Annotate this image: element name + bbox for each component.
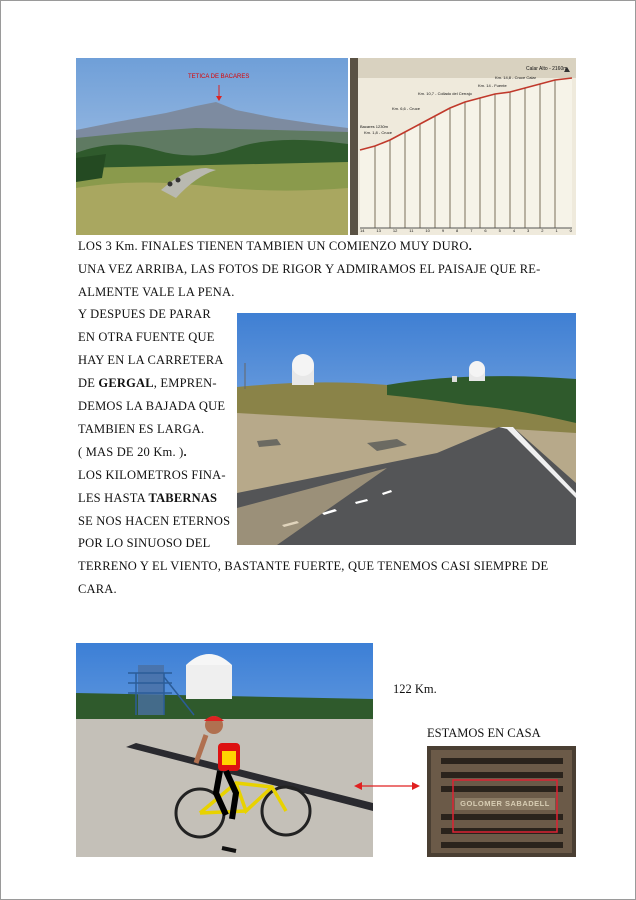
home-caption: ESTAMOS EN CASA <box>427 726 541 740</box>
profile-label: Km. 14,8 - Cruce Calar <box>495 75 536 80</box>
paragraph-2-line-3: HAY EN LA CARRETERA <box>78 353 224 367</box>
paragraph-2-line-2: EN OTRA FUENTE QUE <box>78 330 215 344</box>
profile-tick: 5 <box>498 228 501 233</box>
profile-label: Km. 10,7 - Collado del Cerrajo <box>418 91 472 96</box>
paragraph-2-line-4 <box>78 372 217 394</box>
profile-tick: 9 <box>441 228 445 233</box>
distance-label: 122 Km. <box>393 682 437 696</box>
cyclist-photo <box>76 643 373 857</box>
text-span: TABERNAS <box>148 491 218 505</box>
double-arrow-icon <box>354 780 420 792</box>
profile-tick: 13 <box>376 228 381 233</box>
profile-tick: 1 <box>555 228 558 233</box>
manhole-photo <box>427 746 576 857</box>
profile-label: Km. 14 - Fuente <box>478 83 507 88</box>
profile-tick: 3 <box>527 228 530 233</box>
profile-tick: 4 <box>512 228 516 233</box>
paragraph-2-line-5: DEMOS LA BAJADA QUE <box>78 399 226 413</box>
profile-ticks <box>360 228 572 233</box>
profile-tick: 7 <box>470 228 473 233</box>
mountain-photo <box>76 58 348 235</box>
profile-tick: 14 <box>360 228 365 233</box>
text-span: . <box>468 239 472 253</box>
profile-tick: 8 <box>456 228 459 233</box>
paragraph-2-line-12: TERRENO Y EL VIENTO, BASTANTE FUERTE, QUE TENEMOS CASI SIEMPRE DE <box>78 559 549 573</box>
profile-top-label: Calar Alto - 2160m <box>526 66 568 72</box>
profile-tick: 0 <box>569 228 572 233</box>
paragraph-2-line-8: LOS KILOMETROS FINA- <box>78 468 226 482</box>
profile-tick: 10 <box>425 228 430 233</box>
paragraph-2-line-11: POR LO SINUOSO DEL <box>78 536 211 550</box>
profile-tick: 12 <box>392 228 398 233</box>
paragraph-2-line-13: CARA. <box>78 582 117 596</box>
profile-label: Km. 1,8 - Cruce <box>364 130 393 135</box>
paragraph-2-line-9 <box>78 487 217 509</box>
text-span: , EMPREN- <box>153 376 217 390</box>
paragraph-2-line-1: Y DESPUES DE PARAR <box>78 307 211 321</box>
text-span: DE <box>78 376 99 390</box>
manhole-text: GOLOMER SABADELL <box>460 799 550 808</box>
paragraph-2-line-7 <box>78 441 187 463</box>
text-span: LOS 3 Km. FINALES TIENEN TAMBIEN UN COMIENZO MUY DURO <box>78 239 469 253</box>
paragraph-1-line-3: ALMENTE VALE LA PENA. <box>78 285 235 299</box>
text-span: GERGAL <box>98 376 154 390</box>
profile-tick: 6 <box>484 228 487 233</box>
profile-label: Bacares 1230m <box>360 124 389 129</box>
profile-label: Km. 6,6 - Cruce <box>392 106 421 111</box>
profile-tick: 2 <box>541 228 544 233</box>
paragraph-1-line-1 <box>78 235 472 257</box>
text-span: LES HASTA <box>78 491 149 505</box>
profile-tick: 11 <box>409 228 414 233</box>
paragraph-1-line-2: UNA VEZ ARRIBA, LAS FOTOS DE RIGOR Y ADMIRAMOS EL PAISAJE QUE RE- <box>78 262 541 276</box>
elevation-profile <box>350 58 576 235</box>
text-span: . <box>183 445 187 459</box>
road-observatory-photo <box>237 313 576 545</box>
peak-label: TETICA DE BACARES <box>188 74 250 80</box>
text-span: ( MAS DE 20 Km. ) <box>78 445 184 459</box>
paragraph-2-line-6: TAMBIEN ES LARGA. <box>78 422 205 436</box>
paragraph-2-line-10: SE NOS HACEN ETERNOS <box>78 514 231 528</box>
